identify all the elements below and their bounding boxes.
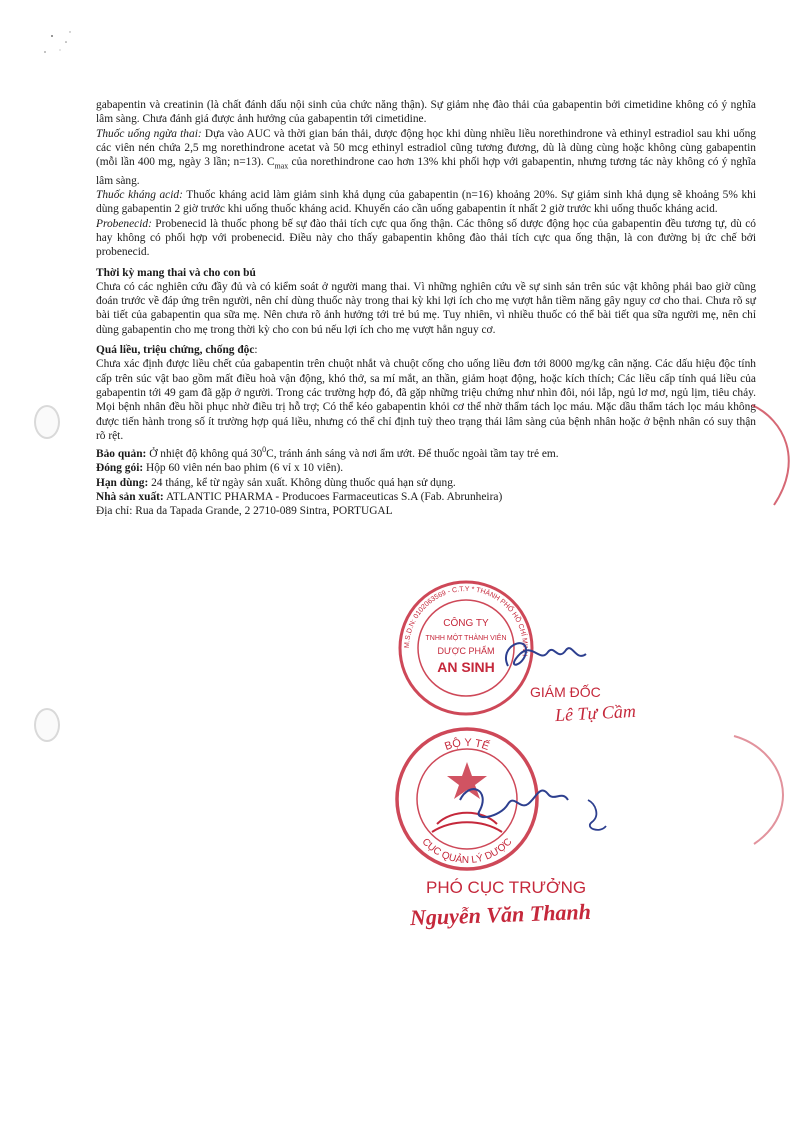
address-line: Địa chỉ: Rua da Tapada Grande, 2 2710-089 Sintra, PORTUGAL: [96, 505, 393, 518]
punch-hole-bottom: [34, 708, 60, 742]
intro-paragraph: gabapentin và creatinin (là chất đánh dấu nội sinh của chức năng thận). Sự giảm nhẹ đào thải của gabapentin bởi cimetidine không có ý nghĩa lâm sàng. Chưa đánh giá được ảnh hưởng của gabapentin tới cimetidine.: [96, 99, 756, 126]
interaction-antacid: Thuốc kháng acid: Thuốc kháng acid làm giảm sinh khả dụng của gabapentin (n=16) khoảng 20%. Sự giảm sinh khả dụng sẽ khoảng 5% khi dùng gabapentin 2 giờ trước khi uống thuốc kháng acid. Khuyến cáo cần uống gabapentin ít nhất 2 giờ trước khi uống thuốc kháng acid.: [96, 189, 756, 216]
storage-line: Bảo quản: Ở nhiệt độ không quá $30^0C$, tránh ánh sáng và nơi ẩm ướt. Để thuốc ngoài tầm tay trẻ em.: [96, 445, 559, 460]
pregnancy-heading: Thời kỳ mang thai và cho con bú: [96, 266, 256, 279]
svg-text:DƯỢC PHẨM: DƯỢC PHẨM: [437, 646, 495, 656]
svg-text:AN SINH: AN SINH: [437, 659, 495, 675]
interaction-probenecid: Probenecid: Probenecid là thuốc phong bế sự đào thải tích cực qua ống thận. Các thông số dược động học của gabapentin đều tương tự, dù có hay không có phối hợp với probenecid. Điều này cho thấy gabapentin không đào thải tích cực qua ống thận, là con đường bị ức chế bởi probenecid.: [96, 217, 756, 259]
packaging-line: Đóng gói: Hộp 60 viên nén bao phim (6 vỉ x 10 viên).: [96, 462, 344, 475]
svg-text:BỘ Y TẾ: BỘ Y TẾ: [443, 736, 491, 753]
svg-text:CÔNG TY: CÔNG TY: [443, 618, 489, 629]
vice-director-name: Nguyễn Văn Thanh: [409, 898, 592, 931]
expiry-line: Hạn dùng: 24 tháng, kể từ ngày sản xuất. Không dùng thuốc quá hạn sử dụng.: [96, 476, 456, 489]
manufacturer-line: Nhà sản xuất: ATLANTIC PHARMA - Producoes Farmaceuticas S.A (Fab. Abrunheira): [96, 490, 503, 503]
interaction-contraceptive: Thuốc uống ngừa thai: Dựa vào AUC và thời gian bán thải, dược động học khi dùng nhiều liều norethindrone và ethinyl estradiol sau khi uống các viên nén chứa 2,5 mg norethindrone acetat và 50 mcg ethinyl estradiol cũng tương đương, dù là dùng cùng hoặc không cùng gabapentin (mỗi lần 400 mg, ngày 3 lần; n=13). $C_{max}$ của norethindrone cao hơn 13% khi phối hợp với gabapentin, nhưng tương tác này không có ý nghĩa lâm sàng.: [96, 127, 756, 187]
svg-text:M.S.D.N: 0102063569 - C.T.Y *: M.S.D.N: 0102063569 - C.T.Y * THÀNH PHỐ HỒ CHÍ MINH: [403, 585, 529, 657]
vice-director-title: PHÓ CỤC TRƯỞNG: [426, 878, 587, 897]
vice-director-signature: [450, 760, 610, 850]
margin-stamp-partial-lower: [694, 730, 800, 850]
pregnancy-text: Chưa có các nghiên cứu đầy đủ và có kiểm soát ở người mang thai. Vì những nghiên cứu về sự sinh sản trên súc vật không phải bao giờ cũng đoán trước về đáp ứng trên người, nên chỉ dùng thuốc này trong thai kỳ khi lợi ích cho mẹ vượt hẳn tiềm năng gây nguy cơ cho thai. Chưa rõ sự bài tiết của gabapentin qua sữa mẹ. Nên chưa rõ ảnh hưởng tới trẻ bú mẹ. Tuy nhiên, vì nhiều thuốc có thể bài tiết qua sữa người mẹ, nên chỉ dùng gabapentin cho mẹ trong thời kỳ cho con bú nếu lợi ích cho mẹ vượt hẳn nguy cơ.: [96, 280, 756, 336]
director-signature: [488, 626, 598, 686]
margin-stamp-partial: [744, 400, 800, 510]
scan-speckles: [30, 30, 90, 70]
svg-text:TNHH MỘT THÀNH VIÊN: TNHH MỘT THÀNH VIÊN: [425, 635, 507, 642]
overdose-heading: Quá liều, triệu chứng, chống độc:: [96, 344, 258, 357]
punch-hole-top: [34, 405, 60, 439]
overdose-text: Chưa xác định được liều chết của gabapentin trên chuột nhắt và chuột cống cho uống liều đơn tới 8000 mg/kg cân nặng. Các dấu hiệu độc tính cấp trên súc vật bao gồm mất điều hoà vận động, khó thở, sa mí mắt, an thần, giảm hoạt động, hoặc kích thích; Các liều cấp tính quá liều của gabapentin tới 49 gam đã gặp ở người. Trong các trường hợp đó, đã gặp những triệu chứng như nhìn đôi, nói lắp, ngủ lơ mơ, ngủ lịm, tiêu chảy. Mọi bệnh nhân đều hồi phục nhờ điều trị hỗ trợ; Có thể kéo gabapentin khỏi cơ thể nhờ thẩm tách lọc máu. Mặc dầu thẩm tách lọc máu không được tiến hành trong số ít trường hợp quá liều, nhưng có thể chỉ định tuỳ theo trạng thái lâm sàng của bệnh nhân hoặc ở bệnh nhân có suy thận rõ rệt.: [96, 358, 756, 442]
document-body: [96, 98, 756, 518]
director-name: Lê Tự Cầm: [554, 700, 637, 726]
svg-text:CỤC QUẢN LÝ DƯỢC: CỤC QUẢN LÝ DƯỢC: [419, 836, 515, 867]
director-title: GIÁM ĐỐC: [530, 684, 601, 700]
